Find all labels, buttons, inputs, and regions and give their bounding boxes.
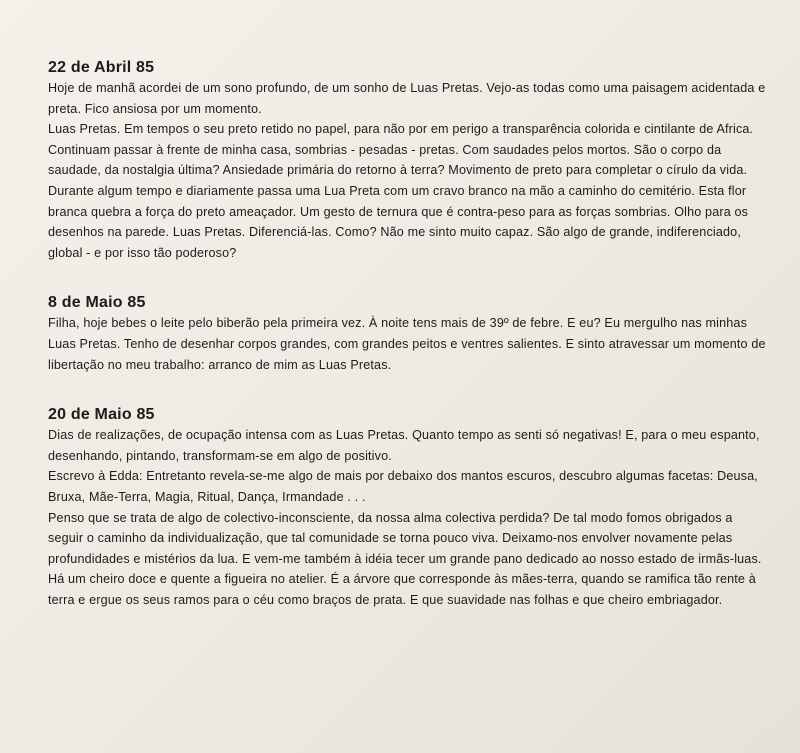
entry-date: 8 de Maio 85 bbox=[48, 294, 146, 312]
entry-paragraph: Dias de realizações, de ocupação intensa com as Luas Pretas. Quanto tempo as senti só negativas! E, para o meu espanto, desenhando, pintando, transformam-se em algo de positivo. bbox=[48, 428, 760, 463]
diary-entry-8-may bbox=[48, 293, 770, 375]
entry-paragraph: Penso que se trata de algo de colectivo-inconsciente, da nossa alma colectiva perdida? De tal modo fomos obrigados a seguir o caminho da individualização, que tal comunidade se torna pouco viva. Deixamo-nos envolver novamente pelas profundidades e mistérios da lua. E vem-me também à idéia tecer um grande pano dedicado ao nosso estado de irmãs-luas. bbox=[48, 510, 762, 566]
entry-paragraph: Há um cheiro doce e quente a figueira no atelier. É a árvore que corresponde às mães-terra, quando se ramifica tão rente à terra e ergue os seus ramos para o céu como braços de prata. E que suavidade nas folhas e que cheiro embriagador. bbox=[48, 572, 756, 607]
diary-page bbox=[48, 58, 770, 610]
entry-date: 20 de Maio 85 bbox=[48, 406, 155, 424]
diary-entry-20-may bbox=[48, 405, 770, 610]
entry-paragraph: Filha, hoje bebes o leite pelo biberão pela primeira vez. À noite tens mais de 39º de febre. E eu? Eu mergulho nas minhas Luas Pretas. Tenho de desenhar corpos grandes, com grandes peitos e ventres salientes. E sinto atravessar um momento de libertação no meu trabalho: arranco de mim as Luas Pretas. bbox=[48, 316, 766, 372]
entry-paragraph: Luas Pretas. Em tempos o seu preto retido no papel, para não por em perigo a transparência colorida e cintilante de Africa. bbox=[48, 122, 754, 137]
entry-date: 22 de Abril 85 bbox=[48, 59, 155, 76]
entry-paragraph: Hoje de manhã acordei de um sono profundo, de um sonho de Luas Pretas. Vejo-as todas como uma paisagem acidentada e preta. Fico ansiosa por um momento. bbox=[48, 81, 766, 116]
entry-paragraph: Continuam passar à frente de minha casa, sombrias - pesadas - pretas. Com saudades pelos mortos. São o corpo da saudade, da nostalgia última? Ansiedade primária do retorno à terra? Movimento de preto para completar o círulo da vida. bbox=[48, 142, 748, 178]
diary-entry-22-april bbox=[48, 58, 770, 263]
entry-paragraph: Escrevo à Edda: Entretanto revela-se-me algo de mais por debaixo dos mantos escuros, descubro algumas facetas: Deusa, Bruxa, Mãe-Terra, Magia, Ritual, Dança, Irmandade . . . bbox=[48, 469, 758, 504]
entry-paragraph: Durante algum tempo e diariamente passa uma Lua Preta com um cravo branco na mão a caminho do cemitério. Esta flor branca quebra a força do preto ameaçador. Um gesto de ternura que é contra-peso para as forças sombrias. Olho para os desenhos na parede. Luas Pretas. Diferenciá-las. Como? Não me sinto muito capaz. São algo de grande, indiferenciado, global - e por isso tão poderoso? bbox=[48, 183, 749, 260]
